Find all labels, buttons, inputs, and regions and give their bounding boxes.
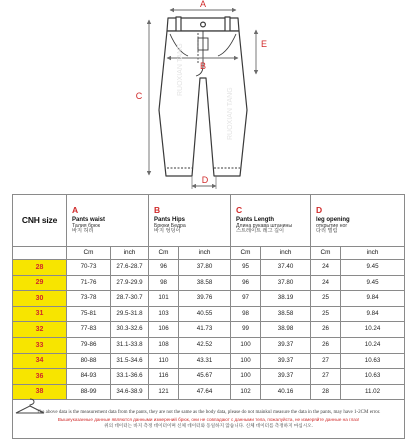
measurement-cell: 37.80 [261, 275, 311, 291]
measurement-cell: 39.37 [261, 369, 311, 385]
measurement-cell: 96 [231, 275, 261, 291]
unit-label: Cm [67, 247, 111, 260]
dimension-b-label: B [199, 61, 207, 71]
unit-label: Cm [149, 247, 179, 260]
measurement-cell: 95 [231, 260, 261, 276]
measurement-cell: 11.02 [341, 384, 405, 400]
unit-row [13, 247, 405, 260]
column-name-ko: 바지 엉덩이 [154, 228, 181, 235]
table-row [13, 369, 405, 385]
measurement-cell: 121 [149, 384, 179, 400]
column-name-ru: Длина рукава штанины [236, 222, 293, 229]
column-header-leg-opening [311, 195, 405, 247]
hanger-icon [12, 396, 48, 416]
measurement-cell: 28.7-30.7 [111, 291, 149, 307]
measurement-cell: 103 [149, 306, 179, 322]
column-letter: D [316, 205, 323, 216]
measurement-cell: 40.55 [179, 306, 231, 322]
measurement-cell: 30.3-32.6 [111, 322, 149, 338]
size-cell: 29 [13, 275, 67, 291]
table-header-row [13, 195, 405, 247]
size-cell: 32 [13, 322, 67, 338]
measurement-cell: 38.98 [261, 322, 311, 338]
measurement-cell: 24 [311, 275, 341, 291]
measurement-cell: 9.84 [341, 306, 405, 322]
column-name-ko: 다리 벌림 [316, 228, 338, 235]
column-header-hips [149, 195, 231, 247]
measurement-cell: 47.64 [179, 384, 231, 400]
measurement-cell: 88-99 [67, 384, 111, 400]
column-name-ko: 스트레이트 레그 길이 [236, 228, 285, 235]
measurement-cell: 28 [311, 384, 341, 400]
measurement-cell: 100 [231, 353, 261, 369]
column-header-length [231, 195, 311, 247]
unit-label: inch [179, 247, 231, 260]
dimension-d-label: D [201, 175, 209, 185]
measurement-cell: 27.6-28.7 [111, 260, 149, 276]
column-header-waist [67, 195, 149, 247]
size-cell: 34 [13, 353, 67, 369]
measurement-cell: 71-76 [67, 275, 111, 291]
measurement-cell: 77-83 [67, 322, 111, 338]
measurement-cell: 106 [149, 322, 179, 338]
table-row [13, 306, 405, 322]
unit-label: Cm [231, 247, 261, 260]
note-row [13, 400, 405, 439]
column-letter: B [154, 205, 161, 216]
measurement-cell: 75-81 [67, 306, 111, 322]
measurement-cell: 40.16 [261, 384, 311, 400]
pants-measurement-diagram [0, 0, 416, 196]
measurement-cell: 9.84 [341, 291, 405, 307]
size-cell: 33 [13, 337, 67, 353]
measurement-cell: 38.58 [261, 306, 311, 322]
size-cell: 31 [13, 306, 67, 322]
measurement-cell: 10.63 [341, 369, 405, 385]
unit-spacer [13, 247, 67, 260]
size-chart-table [12, 194, 405, 439]
measurement-cell: 102 [231, 384, 261, 400]
measurement-cell: 38.19 [261, 291, 311, 307]
dimension-c-label: C [135, 91, 143, 101]
measurement-cell: 39.37 [261, 353, 311, 369]
measurement-cell: 98 [231, 306, 261, 322]
measurement-cell: 9.45 [341, 275, 405, 291]
size-rows [13, 260, 405, 400]
measurement-cell: 27 [311, 353, 341, 369]
table-row [13, 291, 405, 307]
unit-label: inch [341, 247, 405, 260]
measurement-cell: 73-78 [67, 291, 111, 307]
table-row [13, 260, 405, 276]
unit-label: inch [111, 247, 149, 260]
measurement-cell: 79-86 [67, 337, 111, 353]
table-row [13, 384, 405, 400]
measurement-cell: 116 [149, 369, 179, 385]
watermark: RUOXIAN TANG [177, 43, 184, 96]
measurement-cell: 9.45 [341, 260, 405, 276]
measurement-cell: 25 [311, 306, 341, 322]
column-letter: A [72, 205, 79, 216]
measurement-cell: 98 [149, 275, 179, 291]
measurement-cell: 80-88 [67, 353, 111, 369]
measurement-cell: 101 [149, 291, 179, 307]
measurement-cell: 84-93 [67, 369, 111, 385]
size-header: CNH size [13, 195, 67, 247]
dimension-e-label: E [260, 39, 268, 49]
note-en: The above data is the measurement data from the pants, they are not the same as the body data, please do not mainkul measure the data in the pants, may have 1-2CM error. [36, 409, 381, 415]
column-name-ru: Брюки Бедра [154, 222, 186, 229]
table-row [13, 275, 405, 291]
size-cell: 36 [13, 369, 67, 385]
measurement-cell: 39.76 [179, 291, 231, 307]
measurement-cell: 10.24 [341, 337, 405, 353]
measurement-cell: 99 [231, 322, 261, 338]
column-letter: C [236, 205, 243, 216]
table-row [13, 337, 405, 353]
watermark: RUOXIAN TANG [227, 87, 234, 140]
measurement-cell: 31.5-34.6 [111, 353, 149, 369]
note-ko: 위의 데이터는 바지 측정 데이터이며 신체 데이터와 동일하지 않습니다. 신체 데이터를 측정하지 마십시오. [104, 422, 313, 428]
measurement-cell: 10.24 [341, 322, 405, 338]
measurement-cell: 100 [231, 337, 261, 353]
measurement-cell: 10.63 [341, 353, 405, 369]
measurement-cell: 110 [149, 353, 179, 369]
measurement-cell: 26 [311, 322, 341, 338]
measurement-cell: 37.80 [179, 260, 231, 276]
measurement-cell: 96 [149, 260, 179, 276]
column-name-en: leg opening [316, 217, 350, 224]
note-ru: Вышеуказанные данные являются данными измерений брюк, они не совпадают с данными тела, пожалуйста, не измеряйте данные на глаз! [57, 416, 360, 422]
unit-label: Cm [311, 247, 341, 260]
measurement-cell: 42.52 [179, 337, 231, 353]
measurement-cell: 43.31 [179, 353, 231, 369]
column-name-ru: Талия брюк [72, 222, 101, 229]
measurement-note [13, 400, 405, 439]
measurement-cell: 45.67 [179, 369, 231, 385]
table-row [13, 322, 405, 338]
measurement-cell: 27 [311, 369, 341, 385]
measurement-cell: 100 [231, 369, 261, 385]
column-name-en: Pants Length [236, 217, 275, 224]
measurement-cell: 41.73 [179, 322, 231, 338]
column-name-en: Pants waist [72, 217, 106, 224]
dimension-a-label: A [199, 0, 207, 9]
size-cell: 30 [13, 291, 67, 307]
measurement-cell: 97 [231, 291, 261, 307]
column-name-en: Pants Hips [154, 217, 186, 224]
measurement-cell: 108 [149, 337, 179, 353]
measurement-cell: 33.1-36.6 [111, 369, 149, 385]
measurement-cell: 34.6-38.9 [111, 384, 149, 400]
size-cell: 28 [13, 260, 67, 276]
measurement-cell: 39.37 [261, 337, 311, 353]
column-name-ru: открытие ног [316, 222, 348, 229]
measurement-cell: 37.40 [261, 260, 311, 276]
size-cell: 38 [13, 384, 67, 400]
unit-label: inch [261, 247, 311, 260]
column-name-ko: 바지 허리 [72, 228, 94, 235]
table-row [13, 353, 405, 369]
measurement-cell: 27.9-29.9 [111, 275, 149, 291]
measurement-cell: 38.58 [179, 275, 231, 291]
measurement-cell: 24 [311, 260, 341, 276]
measurement-cell: 25 [311, 291, 341, 307]
measurement-cell: 26 [311, 337, 341, 353]
measurement-cell: 70-73 [67, 260, 111, 276]
measurement-cell: 31.1-33.8 [111, 337, 149, 353]
measurement-cell: 29.5-31.8 [111, 306, 149, 322]
